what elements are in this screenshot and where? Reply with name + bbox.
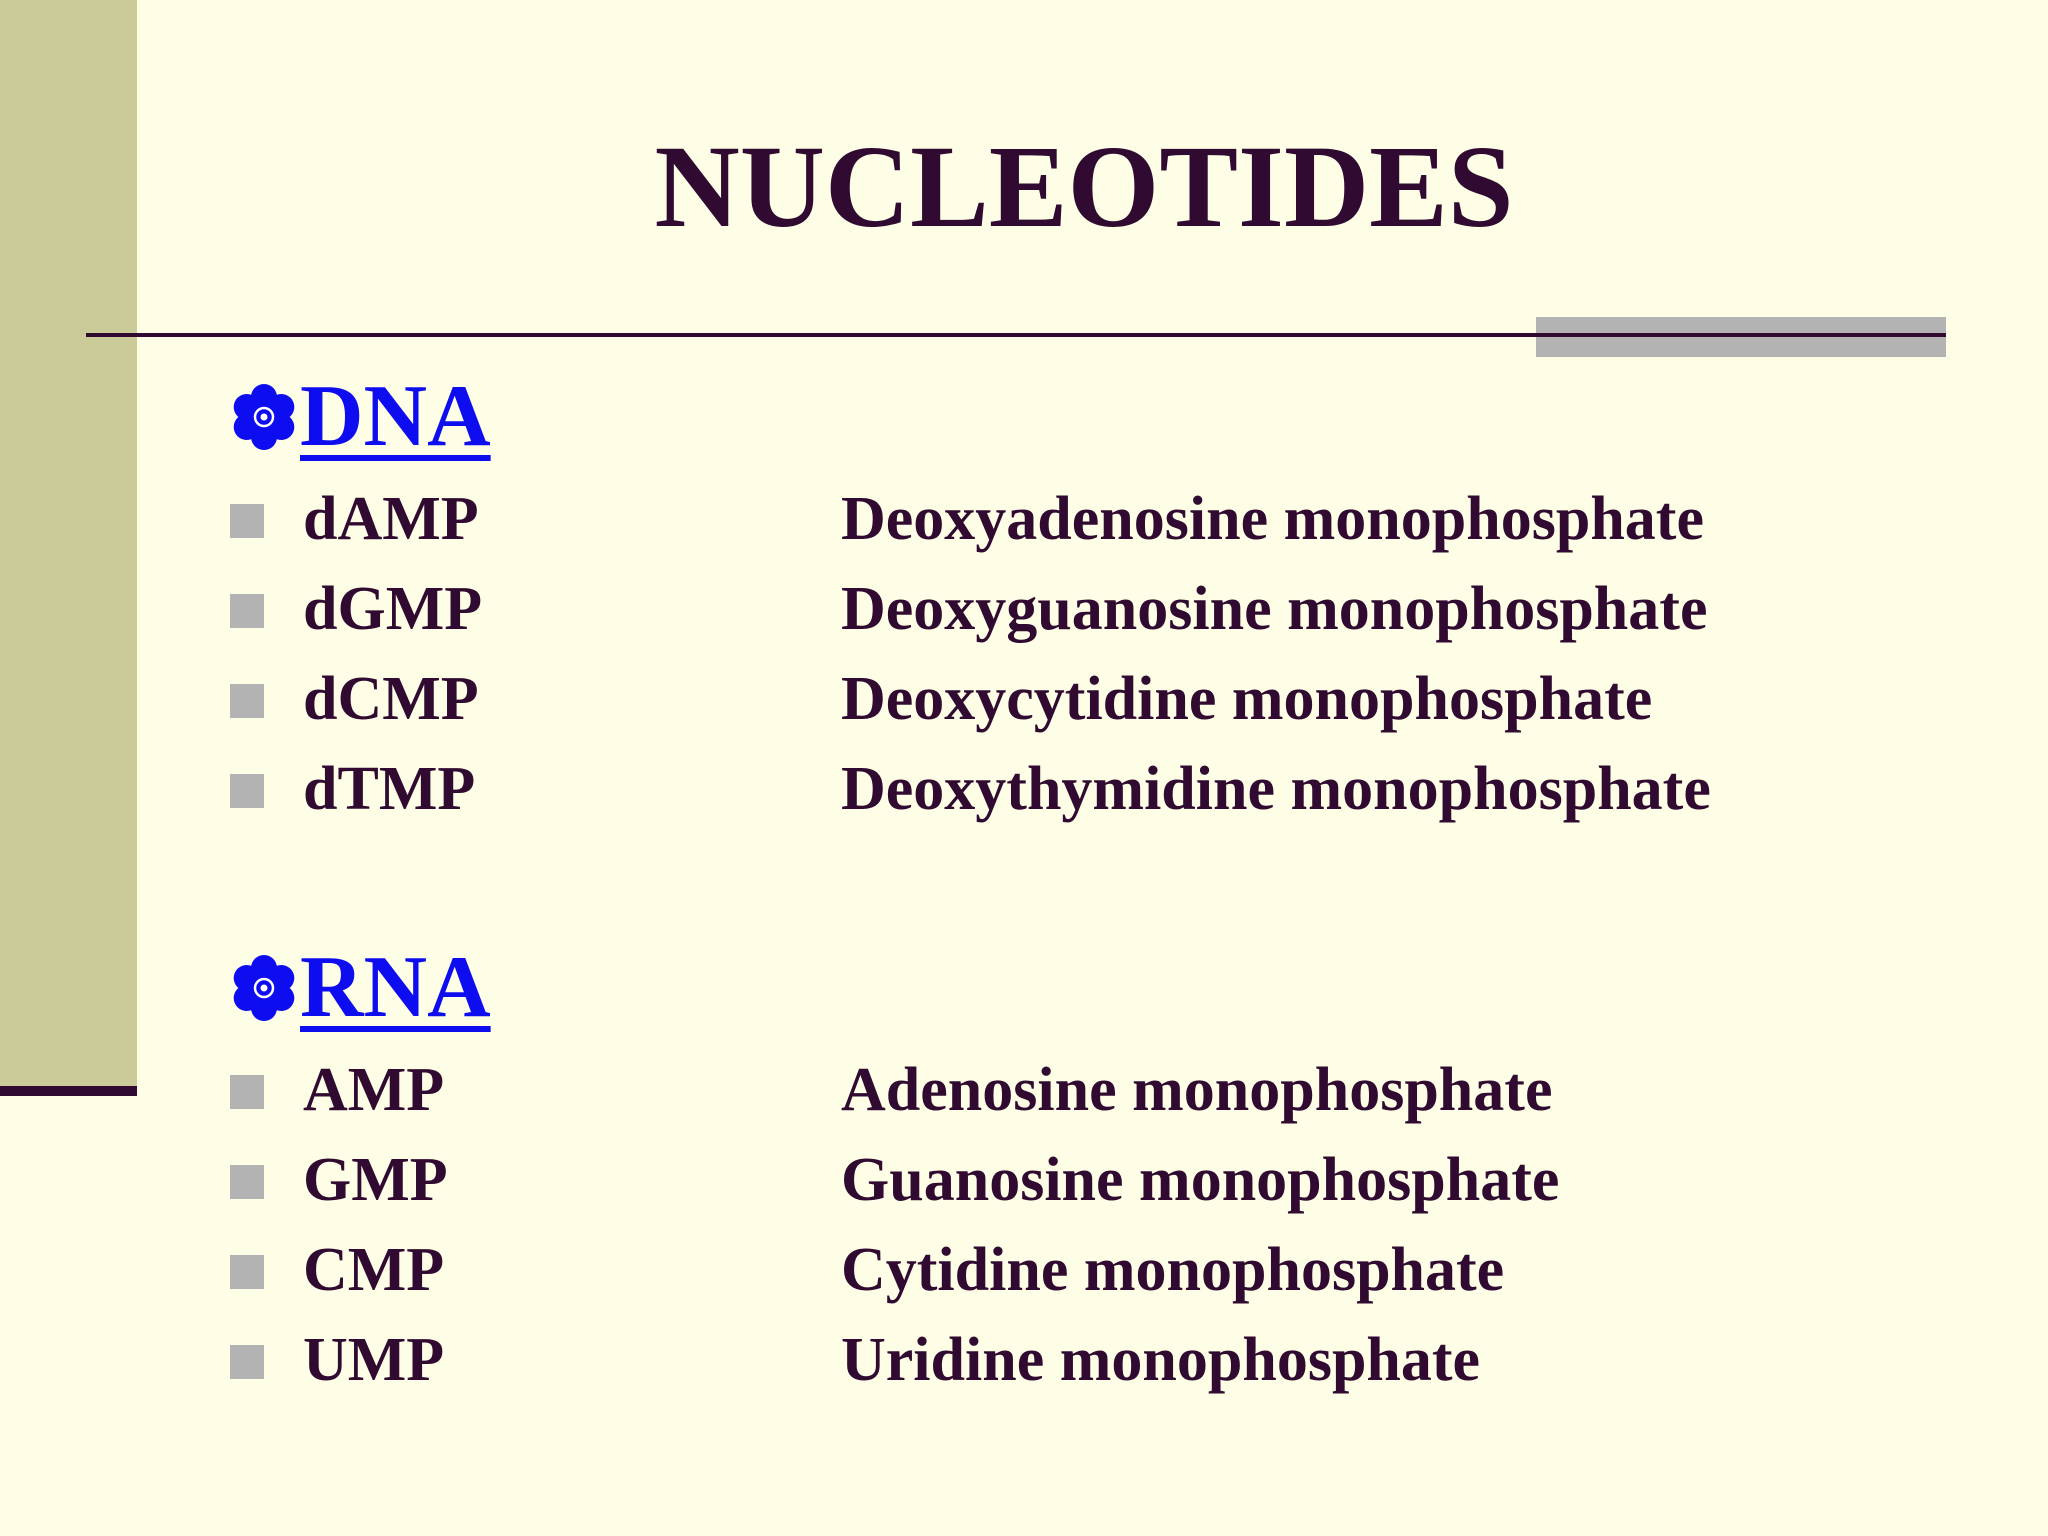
square-bullet-icon bbox=[230, 504, 264, 538]
nucleotide-abbreviation: dGMP bbox=[303, 575, 483, 643]
section-label-rna: RNA bbox=[300, 939, 491, 1036]
rna-nucleotide-list bbox=[230, 1045, 1930, 1405]
section-heading-rna bbox=[230, 939, 491, 1036]
square-bullet-icon bbox=[230, 1165, 264, 1199]
list-item bbox=[230, 1135, 1930, 1225]
nucleotide-abbreviation: GMP bbox=[303, 1146, 448, 1214]
title-divider bbox=[86, 333, 1946, 337]
square-bullet-icon bbox=[230, 594, 264, 628]
list-item bbox=[230, 564, 1930, 654]
list-item bbox=[230, 474, 1930, 564]
section-label-dna: DNA bbox=[300, 368, 491, 465]
nucleotide-name: Deoxythymidine monophosphate bbox=[841, 755, 1711, 823]
dna-nucleotide-list bbox=[230, 474, 1930, 834]
nucleotide-abbreviation: AMP bbox=[303, 1056, 445, 1124]
nucleotide-name: Uridine monophosphate bbox=[841, 1326, 1481, 1394]
nucleotide-name: Deoxyadenosine monophosphate bbox=[841, 485, 1704, 553]
title-accent-bar bbox=[1536, 317, 1946, 357]
nucleotide-name: Deoxycytidine monophosphate bbox=[841, 665, 1653, 733]
section-heading-dna bbox=[230, 368, 491, 465]
slide-title: NUCLEOTIDES bbox=[654, 121, 1514, 252]
square-bullet-icon bbox=[230, 1075, 264, 1109]
nucleotide-abbreviation: UMP bbox=[303, 1326, 445, 1394]
nucleotide-name: Deoxyguanosine monophosphate bbox=[841, 575, 1708, 643]
nucleotide-abbreviation: dTMP bbox=[303, 755, 476, 823]
list-item bbox=[230, 1225, 1930, 1315]
nucleotide-name: Adenosine monophosphate bbox=[841, 1056, 1553, 1124]
square-bullet-icon bbox=[230, 684, 264, 718]
nucleotide-abbreviation: dCMP bbox=[303, 665, 479, 733]
nucleotide-name: Cytidine monophosphate bbox=[841, 1236, 1505, 1304]
square-bullet-icon bbox=[230, 774, 264, 808]
flower-icon bbox=[230, 383, 298, 451]
list-item bbox=[230, 654, 1930, 744]
nucleotide-name: Guanosine monophosphate bbox=[841, 1146, 1560, 1214]
nucleotide-abbreviation: dAMP bbox=[303, 485, 479, 553]
list-item bbox=[230, 744, 1930, 834]
square-bullet-icon bbox=[230, 1255, 264, 1289]
list-item bbox=[230, 1045, 1930, 1135]
list-item bbox=[230, 1315, 1930, 1405]
nucleotide-abbreviation: CMP bbox=[303, 1236, 445, 1304]
left-band-rule bbox=[0, 1086, 137, 1096]
flower-icon bbox=[230, 954, 298, 1022]
square-bullet-icon bbox=[230, 1345, 264, 1379]
